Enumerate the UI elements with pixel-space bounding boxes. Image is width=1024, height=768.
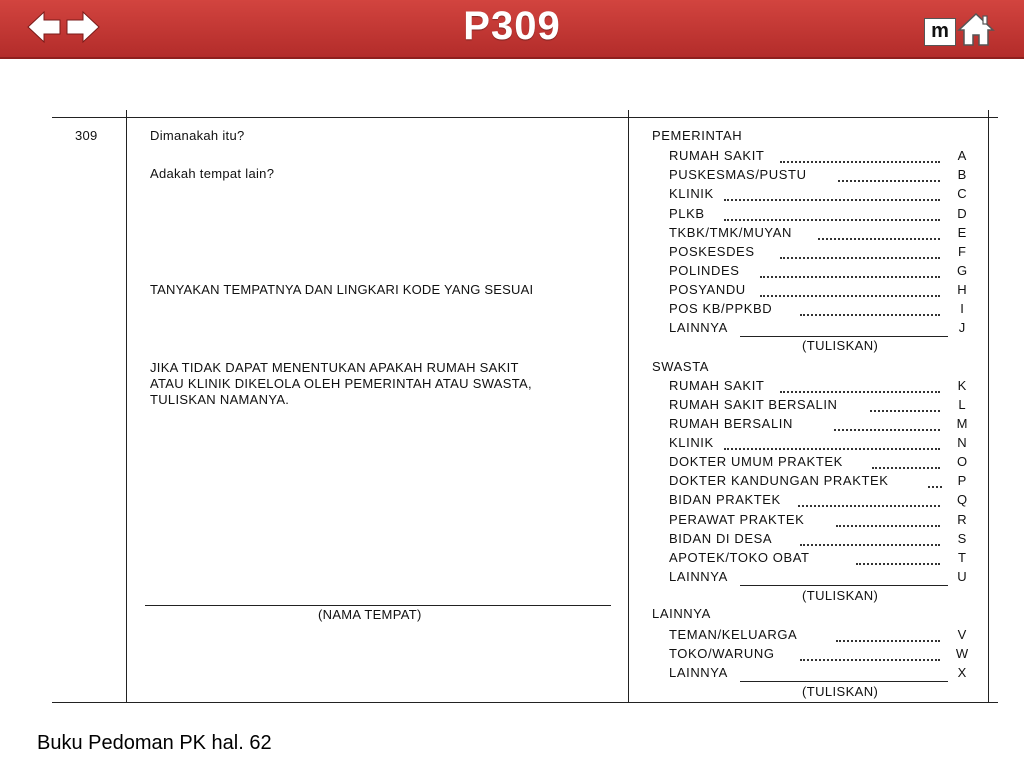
option-label: KLINIK bbox=[669, 186, 714, 201]
option-label: RUMAH SAKIT bbox=[669, 378, 765, 393]
option-label: RUMAH BERSALIN bbox=[669, 416, 793, 431]
page-title: P309 bbox=[463, 4, 561, 48]
dot-leader bbox=[818, 225, 940, 240]
table-right-border bbox=[988, 110, 989, 702]
write-in-field[interactable] bbox=[740, 681, 948, 682]
dot-leader bbox=[800, 301, 940, 316]
option-code[interactable]: M bbox=[956, 416, 968, 431]
option-label: APOTEK/TOKO OBAT bbox=[669, 550, 810, 565]
instruction-text: JIKA TIDAK DAPAT MENENTUKAN APAKAH RUMAH SAKIT bbox=[150, 360, 519, 375]
option-label: POS KB/PPKBD bbox=[669, 301, 773, 316]
section-title: SWASTA bbox=[652, 359, 710, 374]
dot-leader bbox=[834, 416, 940, 431]
dot-leader bbox=[760, 282, 940, 297]
dot-leader bbox=[724, 206, 940, 221]
option-code[interactable]: R bbox=[957, 512, 967, 527]
option-label: LAINNYA bbox=[669, 320, 728, 335]
dot-leader bbox=[836, 512, 940, 527]
table-top-border bbox=[52, 117, 998, 118]
option-code[interactable]: K bbox=[957, 378, 967, 393]
option-label: BIDAN DI DESA bbox=[669, 531, 773, 546]
table-column-divider bbox=[126, 110, 127, 702]
section-title: LAINNYA bbox=[652, 606, 711, 621]
dot-leader bbox=[760, 263, 940, 278]
table-column-divider bbox=[628, 110, 629, 702]
option-label: PERAWAT PRAKTEK bbox=[669, 512, 805, 527]
option-label: TKBK/TMK/MUYAN bbox=[669, 225, 793, 240]
write-in-label: (TULISKAN) bbox=[802, 338, 879, 353]
dot-leader bbox=[798, 492, 940, 507]
option-label: TOKO/WARUNG bbox=[669, 646, 775, 661]
option-code[interactable]: G bbox=[956, 263, 968, 278]
dot-leader bbox=[928, 473, 942, 488]
dot-leader bbox=[780, 148, 940, 163]
option-code[interactable]: J bbox=[958, 320, 966, 335]
write-in-label: (TULISKAN) bbox=[802, 588, 879, 603]
option-code[interactable]: U bbox=[957, 569, 967, 584]
option-label: BIDAN PRAKTEK bbox=[669, 492, 781, 507]
option-label: KLINIK bbox=[669, 435, 714, 450]
option-code[interactable]: O bbox=[956, 454, 968, 469]
option-code[interactable]: L bbox=[958, 397, 966, 412]
option-code[interactable]: N bbox=[957, 435, 967, 450]
place-name-label: (NAMA TEMPAT) bbox=[318, 607, 422, 622]
option-code[interactable]: T bbox=[958, 550, 966, 565]
write-in-field[interactable] bbox=[740, 585, 948, 586]
option-code[interactable]: E bbox=[957, 225, 967, 240]
table-bottom-border bbox=[52, 702, 998, 703]
option-label: PUSKESMAS/PUSTU bbox=[669, 167, 807, 182]
option-label: LAINNYA bbox=[669, 569, 728, 584]
footer-reference: Buku Pedoman PK hal. 62 bbox=[37, 732, 272, 754]
menu-button[interactable]: m bbox=[924, 18, 956, 46]
option-label: POSKESDES bbox=[669, 244, 755, 259]
dot-leader bbox=[780, 244, 940, 259]
option-code[interactable]: H bbox=[957, 282, 967, 297]
dot-leader bbox=[780, 378, 940, 393]
dot-leader bbox=[724, 186, 940, 201]
dot-leader bbox=[800, 531, 940, 546]
option-label: DOKTER UMUM PRAKTEK bbox=[669, 454, 843, 469]
write-in-field[interactable] bbox=[740, 336, 948, 337]
option-code[interactable]: W bbox=[955, 646, 969, 661]
dot-leader bbox=[800, 646, 940, 661]
option-code[interactable]: S bbox=[957, 531, 967, 546]
option-code[interactable]: P bbox=[957, 473, 967, 488]
option-code[interactable]: C bbox=[957, 186, 967, 201]
dot-leader bbox=[838, 167, 940, 182]
dot-leader bbox=[870, 397, 940, 412]
place-name-field[interactable] bbox=[145, 605, 611, 606]
write-in-label: (TULISKAN) bbox=[802, 684, 879, 699]
option-label: LAINNYA bbox=[669, 665, 728, 680]
option-label: RUMAH SAKIT BERSALIN bbox=[669, 397, 838, 412]
option-code[interactable]: V bbox=[957, 627, 967, 642]
option-label: RUMAH SAKIT bbox=[669, 148, 765, 163]
dot-leader bbox=[856, 550, 940, 565]
option-code[interactable]: D bbox=[957, 206, 967, 221]
option-code[interactable]: I bbox=[960, 301, 964, 316]
option-code[interactable]: B bbox=[957, 167, 967, 182]
option-label: DOKTER KANDUNGAN PRAKTEK bbox=[669, 473, 889, 488]
section-title: PEMERINTAH bbox=[652, 128, 743, 143]
instruction-text: TULISKAN NAMANYA. bbox=[150, 392, 290, 407]
dot-leader bbox=[836, 627, 940, 642]
option-code[interactable]: A bbox=[957, 148, 967, 163]
option-label: TEMAN/KELUARGA bbox=[669, 627, 798, 642]
option-code[interactable]: Q bbox=[956, 492, 968, 507]
option-label: POLINDES bbox=[669, 263, 740, 278]
option-code[interactable]: F bbox=[958, 244, 966, 259]
question-text: Dimanakah itu? bbox=[150, 128, 245, 143]
option-label: POSYANDU bbox=[669, 282, 746, 297]
question-text: Adakah tempat lain? bbox=[150, 166, 275, 181]
instruction-text: ATAU KLINIK DIKELOLA OLEH PEMERINTAH ATAU SWASTA, bbox=[150, 376, 532, 391]
option-code[interactable]: X bbox=[957, 665, 967, 680]
dot-leader bbox=[724, 435, 940, 450]
option-label: PLKB bbox=[669, 206, 705, 221]
instruction-text: TANYAKAN TEMPATNYA DAN LINGKARI KODE YANG SESUAI bbox=[150, 282, 534, 297]
dot-leader bbox=[872, 454, 940, 469]
question-number: 309 bbox=[75, 128, 98, 143]
